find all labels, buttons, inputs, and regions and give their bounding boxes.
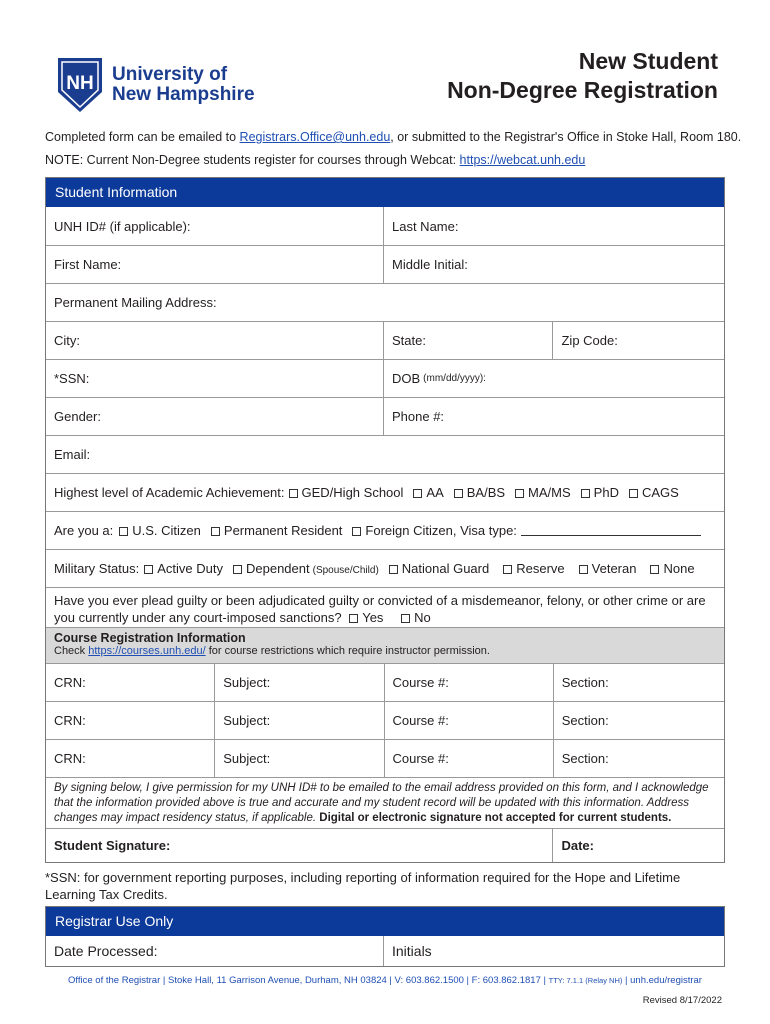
option-label: U.S. Citizen xyxy=(132,523,201,538)
checkbox-icon[interactable] xyxy=(650,565,659,574)
registrar-row xyxy=(46,936,724,966)
checkbox-icon[interactable] xyxy=(389,565,398,574)
first-name-field[interactable] xyxy=(46,246,383,283)
crime-question: Have you ever plead guilty or been adjudicated guilty or convicted of a misdemeanor, felony, or other crime or are you currently under any court-imposed sanctions? xyxy=(54,593,706,625)
checkbox-icon[interactable] xyxy=(289,489,298,498)
academic-label: Highest level of Academic Achievement: xyxy=(54,485,285,500)
gender-label: Gender: xyxy=(54,409,101,424)
military-option-none[interactable] xyxy=(650,561,694,576)
form-row xyxy=(46,435,724,473)
footer-address: Office of the Registrar | Stoke Hall, 11 Garrison Avenue, Durham, NH 03824 | V: 603.862.1500 | F: 603.862.1817 | xyxy=(68,975,549,986)
initials-label: Initials xyxy=(392,943,432,959)
date-label: Date: xyxy=(561,838,594,853)
section-field[interactable] xyxy=(553,740,724,777)
dependent-note: (Spouse/Child) xyxy=(312,565,379,576)
registrar-section xyxy=(45,906,725,967)
checkbox-icon[interactable] xyxy=(515,489,524,498)
academic-option-babs[interactable] xyxy=(454,485,505,500)
intro-line1 xyxy=(45,130,741,144)
academic-option-aa[interactable] xyxy=(413,485,443,500)
form-row xyxy=(46,283,724,321)
option-label: BA/BS xyxy=(466,485,506,500)
academic-field xyxy=(46,474,724,511)
subject-field[interactable] xyxy=(214,664,383,701)
course-num-field[interactable] xyxy=(384,740,553,777)
academic-row xyxy=(46,473,724,511)
crn-label: CRN: xyxy=(54,751,86,766)
dob-label: DOB xyxy=(392,371,421,386)
subject-label: Subject: xyxy=(223,713,271,728)
crn-field[interactable] xyxy=(46,740,214,777)
student-info-header: Student Information xyxy=(46,178,724,207)
consent-text: By signing below, I give permission for my UNH ID# to be emailed to the email address provided on this form, and I acknowledge that the information provided above is true and accurate and my student record will be updated with this information. Address changes may impact residency status, if applicable. xyxy=(54,782,709,824)
ssn-footnote: *SSN: for government reporting purposes, including reporting of information required for the Hope and Lifetime Learning Tax Credits. xyxy=(45,870,681,902)
academic-option-phd[interactable] xyxy=(581,485,619,500)
military-option-veteran[interactable] xyxy=(579,561,637,576)
middle-initial-label: Middle Initial: xyxy=(392,257,468,272)
address-label: Permanent Mailing Address: xyxy=(54,295,217,310)
first-name-label: First Name: xyxy=(54,257,122,272)
city-field[interactable] xyxy=(46,322,383,359)
title-line2: Non-Degree Registration xyxy=(447,77,718,103)
gender-field[interactable] xyxy=(46,398,383,435)
date-processed-field[interactable] xyxy=(46,936,383,966)
section-field[interactable] xyxy=(553,664,724,701)
military-field xyxy=(46,550,724,587)
student-signature-field[interactable] xyxy=(46,829,552,862)
state-field[interactable] xyxy=(383,322,553,359)
middle-initial-field[interactable] xyxy=(383,246,724,283)
course-num-label: Course #: xyxy=(392,713,449,728)
logo-line1: University of xyxy=(112,64,228,85)
military-option-active[interactable] xyxy=(144,561,223,576)
military-row xyxy=(46,549,724,587)
checkbox-icon[interactable] xyxy=(629,489,638,498)
crime-field xyxy=(46,588,724,627)
visa-type-input[interactable] xyxy=(521,525,701,536)
registrar-email-link[interactable]: Registrars.Office@unh.edu xyxy=(239,130,391,144)
form-row xyxy=(46,359,724,397)
option-label: Active Duty xyxy=(157,561,223,576)
military-option-dependent[interactable] xyxy=(233,561,379,576)
phone-field[interactable] xyxy=(383,398,724,435)
ssn-field[interactable] xyxy=(46,360,383,397)
crn-field[interactable] xyxy=(46,664,214,701)
course-num-label: Course #: xyxy=(392,675,449,690)
academic-option-ged[interactable] xyxy=(289,485,404,500)
unh-shield-icon xyxy=(56,56,104,114)
form-row xyxy=(46,397,724,435)
course-registration-header xyxy=(46,627,724,663)
checkbox-icon[interactable] xyxy=(413,489,422,498)
subject-label: Subject: xyxy=(223,751,271,766)
citizen-option-resident[interactable] xyxy=(211,523,343,538)
form-row xyxy=(46,207,724,245)
signature-date-field[interactable] xyxy=(552,829,724,862)
revised-date: Revised 8/17/2022 xyxy=(642,995,722,1006)
citizen-label: Are you a: xyxy=(54,523,114,538)
option-label: Permanent Resident xyxy=(223,523,343,538)
email-label: Email: xyxy=(54,447,91,462)
unh-logo xyxy=(56,56,255,114)
note-text: NOTE: Current Non-Degree students register for courses through Webcat: xyxy=(45,153,460,167)
svg-text:NH: NH xyxy=(66,73,94,94)
zip-label: Zip Code: xyxy=(561,333,618,348)
form-row xyxy=(46,245,724,283)
address-field[interactable] xyxy=(46,284,724,321)
course-header-title: Course Registration Information xyxy=(54,631,246,645)
last-name-field[interactable] xyxy=(383,207,724,245)
option-label: Yes xyxy=(362,610,384,625)
course-num-field[interactable] xyxy=(384,664,553,701)
intro-text: Completed form can be emailed to xyxy=(45,130,240,144)
course-row xyxy=(46,663,724,701)
option-label: National Guard xyxy=(401,561,490,576)
footer-tty: TTY: 7.1.1 (Relay NH) xyxy=(548,976,623,985)
checkbox-icon[interactable] xyxy=(401,614,410,623)
registration-form xyxy=(45,177,725,863)
course-header-sub xyxy=(54,645,716,657)
checkbox-icon[interactable] xyxy=(211,527,220,536)
courses-link[interactable]: https://courses.unh.edu/ xyxy=(88,645,206,657)
checkbox-icon[interactable] xyxy=(579,565,588,574)
city-label: City: xyxy=(54,333,80,348)
citizen-option-foreign[interactable] xyxy=(352,523,517,538)
military-label: Military Status: xyxy=(54,561,140,576)
subject-field[interactable] xyxy=(214,702,383,739)
checkbox-icon[interactable] xyxy=(233,565,242,574)
subject-field[interactable] xyxy=(214,740,383,777)
zip-field[interactable] xyxy=(552,322,724,359)
option-label: Reserve xyxy=(516,561,565,576)
crn-field[interactable] xyxy=(46,702,214,739)
initials-field[interactable] xyxy=(383,936,724,966)
consent-bold: Digital or electronic signature not accepted for current students. xyxy=(316,812,672,824)
citizen-option-us[interactable] xyxy=(119,523,201,538)
email-field[interactable] xyxy=(46,436,724,473)
checkbox-icon[interactable] xyxy=(352,527,361,536)
page-title xyxy=(447,47,718,105)
option-label: PhD xyxy=(593,485,619,500)
section-label: Section: xyxy=(561,713,609,728)
option-label: No xyxy=(414,610,431,625)
dob-field[interactable] xyxy=(383,360,724,397)
logo-line2: New Hampshire xyxy=(112,84,255,105)
option-label: GED/High School xyxy=(301,485,404,500)
course-sub-pre: Check xyxy=(54,645,89,657)
citizen-field xyxy=(46,512,724,549)
course-num-field[interactable] xyxy=(384,702,553,739)
crn-label: CRN: xyxy=(54,675,86,690)
unh-id-field[interactable] xyxy=(46,207,383,245)
checkbox-icon[interactable] xyxy=(454,489,463,498)
section-label: Section: xyxy=(561,675,609,690)
form-row xyxy=(46,321,724,359)
checkbox-icon[interactable] xyxy=(119,527,128,536)
crn-label: CRN: xyxy=(54,713,86,728)
phone-label: Phone #: xyxy=(392,409,445,424)
footer xyxy=(0,975,770,986)
option-label: CAGS xyxy=(641,485,679,500)
checkbox-icon[interactable] xyxy=(503,565,512,574)
academic-option-mams[interactable] xyxy=(515,485,571,500)
option-label: Dependent xyxy=(246,561,310,576)
course-num-label: Course #: xyxy=(392,751,449,766)
option-label: None xyxy=(663,561,695,576)
course-sub-post: for course restrictions which require instructor permission. xyxy=(205,645,490,657)
checkbox-icon[interactable] xyxy=(144,565,153,574)
state-label: State: xyxy=(391,333,426,348)
intro-text-post: , or submitted to the Registrar's Office in Stoke Hall, Room 180. xyxy=(390,130,742,144)
crime-option-yes[interactable] xyxy=(349,610,383,625)
citizen-row xyxy=(46,511,724,549)
section-field[interactable] xyxy=(553,702,724,739)
checkbox-icon[interactable] xyxy=(581,489,590,498)
course-row xyxy=(46,701,724,739)
option-label: Foreign Citizen, Visa type: xyxy=(365,523,517,538)
date-processed-label: Date Processed: xyxy=(54,943,158,959)
checkbox-icon[interactable] xyxy=(349,614,358,623)
military-option-guard[interactable] xyxy=(389,561,489,576)
last-name-label: Last Name: xyxy=(392,218,459,234)
registrar-header: Registrar Use Only xyxy=(46,907,724,936)
unh-id-label: UNH ID# (if applicable): xyxy=(54,218,191,234)
intro-line2 xyxy=(45,153,585,167)
signature-label: Student Signature: xyxy=(54,838,171,853)
crime-option-no[interactable] xyxy=(401,610,431,625)
dob-format: (mm/dd/yyyy): xyxy=(423,373,486,384)
academic-option-cags[interactable] xyxy=(629,485,679,500)
subject-label: Subject: xyxy=(223,675,271,690)
section-label: Section: xyxy=(561,751,609,766)
crime-row xyxy=(46,587,724,627)
title-line1: New Student xyxy=(578,48,718,74)
signature-row xyxy=(46,828,724,862)
webcat-link[interactable]: https://webcat.unh.edu xyxy=(459,153,586,167)
ssn-label: *SSN: xyxy=(54,371,90,386)
course-row xyxy=(46,739,724,777)
military-option-reserve[interactable] xyxy=(503,561,564,576)
option-label: MA/MS xyxy=(528,485,571,500)
consent-statement xyxy=(46,777,724,828)
option-label: Veteran xyxy=(591,561,637,576)
footer-web: | unh.edu/registrar xyxy=(622,975,702,986)
option-label: AA xyxy=(426,485,444,500)
